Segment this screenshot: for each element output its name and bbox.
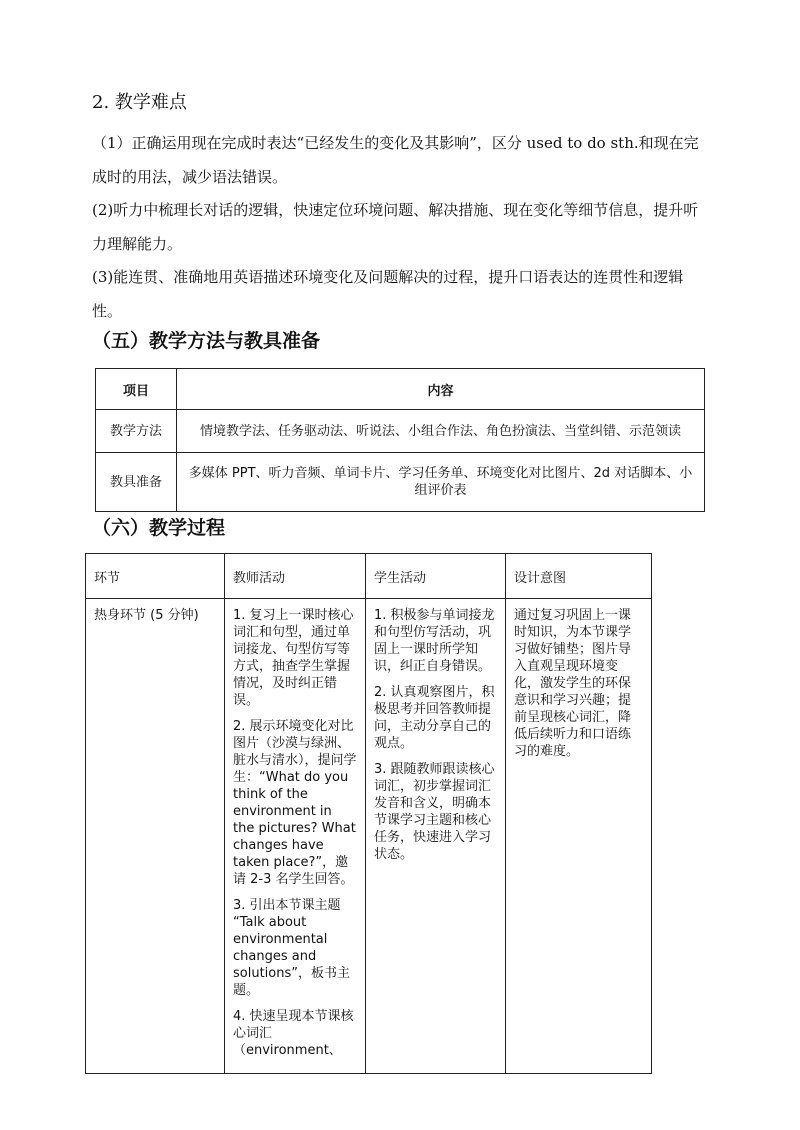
header-intent: 设计意图 (506, 554, 652, 599)
table-row (96, 453, 705, 512)
difficulty-item-3: (3)能连贯、准确地用英语描述环境变化及问题解决的过程，提升口语表达的连贯性和逻辑性。 (92, 268, 684, 320)
header-item: 项目 (96, 369, 177, 410)
teacher-activity-2: 2. 展示环境变化对比图片（沙漠与绿洲、脏水与清水），提问学生：“What do you think of the environment in the pictures? What changes have taken place?”，邀请 2-3 名学生回答。 (233, 719, 357, 887)
process-table (85, 553, 652, 1074)
teacher-activities (225, 599, 366, 1074)
header-teacher: 教师活动 (225, 554, 366, 599)
section-5-title: （五）教学方法与教具准备 (92, 330, 321, 352)
student-activity-2: 2. 认真观察图片，积极思考并回答教师提问，主动分享自己的观点。 (374, 685, 495, 751)
difficulty-item-1: （1）正确运用现在完成时表达“已经发生的变化及其影响”，区分 used to do sth.和现在完成时的用法，减少语法错误。 (92, 134, 699, 186)
teacher-activity-1: 1. 复习上一课时核心词汇和句型，通过单词接龙、句型仿写等方式，抽查学生掌握情况，及时纠正错误。 (233, 608, 354, 708)
row-content: 多媒体 PPT、听力音频、单词卡片、学习任务单、环境变化对比图片、2d 对话脚本、小组评价表 (177, 453, 705, 512)
row-item: 教学方法 (96, 410, 177, 453)
teacher-activity-4: 4. 快速呈现本节课核心词汇（environment、 (233, 1009, 354, 1058)
student-activities (366, 599, 506, 1074)
row-item: 教具准备 (96, 453, 177, 512)
header-stage: 环节 (86, 554, 225, 599)
difficulty-item-2: (2)听力中梳理长对话的逻辑，快速定位环境问题、解决措施、现在变化等细节信息，提升听力理解能力。 (92, 201, 699, 253)
table-row (86, 599, 652, 1074)
methods-table-header (96, 369, 705, 410)
process-table-header (86, 554, 652, 599)
stage-cell: 热身环节 (5 分钟) (86, 599, 225, 1074)
student-activity-1: 1. 积极参与单词接龙和句型仿写活动，巩固上一课时所学知识，纠正自身错误。 (374, 608, 495, 674)
table-row (96, 410, 705, 453)
row-content: 情境教学法、任务驱动法、听说法、小组合作法、角色扮演法、当堂纠错、示范领读 (177, 410, 705, 453)
section-6-title: （六）教学过程 (92, 517, 226, 539)
difficulty-heading: 2. 教学难点 (92, 92, 187, 113)
design-intent: 通过复习巩固上一课时知识，为本节课学习做好铺垫；图片导入直观呈现环境变化，激发学生的环保意识和学习兴趣；提前呈现核心词汇，降低后续听力和口语练习的难度。 (506, 599, 652, 1074)
header-content: 内容 (177, 369, 705, 410)
header-student: 学生活动 (366, 554, 506, 599)
teacher-activity-3: 3. 引出本节课主题 “Talk about environmental changes and solutions”，板书主题。 (233, 898, 350, 998)
methods-table (95, 368, 705, 512)
student-activity-3: 3. 跟随教师跟读核心词汇，初步掌握词汇发音和含义，明确本节课学习主题和核心任务，快速进入学习状态。 (374, 762, 495, 862)
